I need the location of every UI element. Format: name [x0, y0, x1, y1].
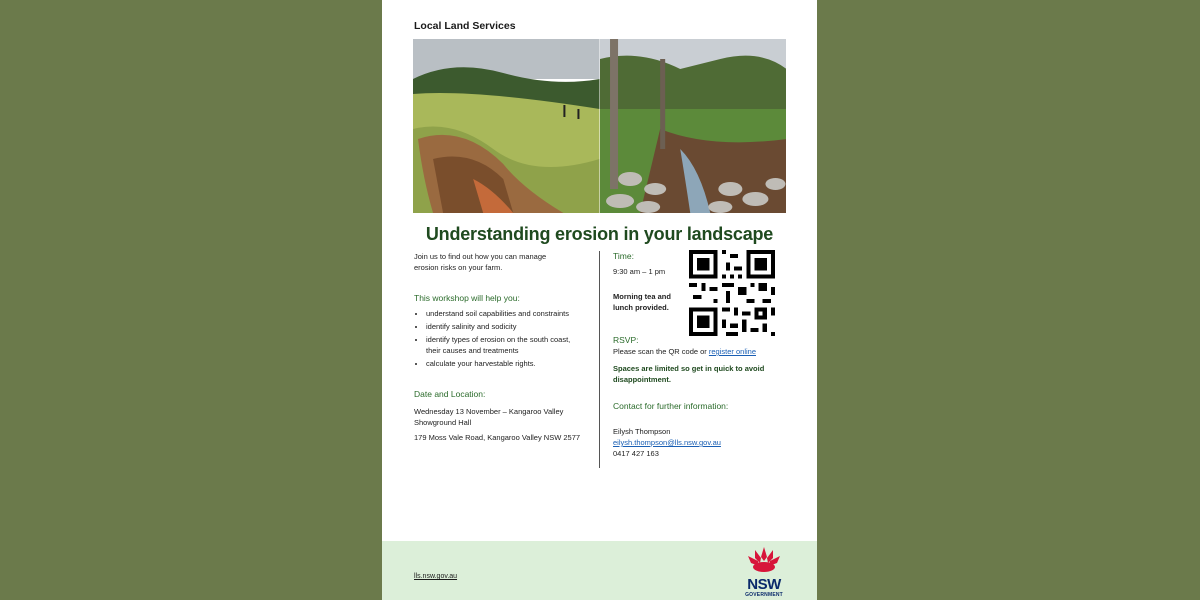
list-item: • identify salinity and sodicity [426, 321, 594, 332]
date-heading: Date and Location: [414, 389, 486, 399]
hero-images [413, 39, 786, 213]
contact-phone: 0417 427 163 [613, 449, 659, 458]
footer [382, 541, 817, 600]
bullet-list [414, 308, 594, 369]
list-item: • understand soil capabilities and constraints [426, 308, 594, 319]
time-heading: Time: [613, 251, 634, 261]
rock-lined-channel-photo [600, 39, 787, 213]
list-item: • calculate your harvestable rights. [426, 358, 594, 369]
contact-email-link[interactable]: eilysh.thompson@lls.nsw.gov.au [613, 438, 721, 447]
list-item: • identify types of erosion on the south coast, their causes and treatments [426, 334, 576, 356]
contact-heading: Contact for further information: [613, 401, 729, 411]
left-column [414, 251, 594, 443]
catering-note: Morning tea and lunch provided. [613, 292, 671, 312]
rsvp-instruction: Please scan the QR code or [613, 347, 709, 356]
waratah-icon [744, 545, 784, 573]
eroded-gully-photo [413, 39, 600, 213]
register-online-link[interactable]: register online [708, 347, 756, 356]
date-line: Wednesday 13 November – Kangaroo Valley Showground Hall [414, 407, 564, 427]
qr-code[interactable] [689, 250, 775, 336]
spaces-note: Spaces are limited so get in quick to avoid disappointment. [613, 364, 765, 384]
contact-name: Eilysh Thompson [613, 427, 671, 436]
logo-nsw-text: NSW [747, 576, 781, 593]
intro-text: Join us to find out how you can manage erosion risks on your farm. [414, 252, 547, 272]
website-link[interactable]: lls.nsw.gov.au [414, 573, 458, 580]
rsvp-text [613, 346, 793, 357]
org-name: Local Land Services [414, 20, 516, 32]
nsw-government-logo [738, 545, 790, 600]
page-title: Understanding erosion in your landscape [425, 224, 774, 244]
column-divider [599, 251, 600, 468]
flyer-page [382, 0, 817, 600]
logo-gov-text: GOVERNMENT [745, 592, 783, 598]
time-value: 9:30 am – 1 pm [613, 267, 666, 276]
help-heading: This workshop will help you: [414, 293, 520, 303]
address: 179 Moss Vale Road, Kangaroo Valley NSW 2577 [414, 433, 581, 442]
rsvp-heading: RSVP: [613, 335, 639, 345]
